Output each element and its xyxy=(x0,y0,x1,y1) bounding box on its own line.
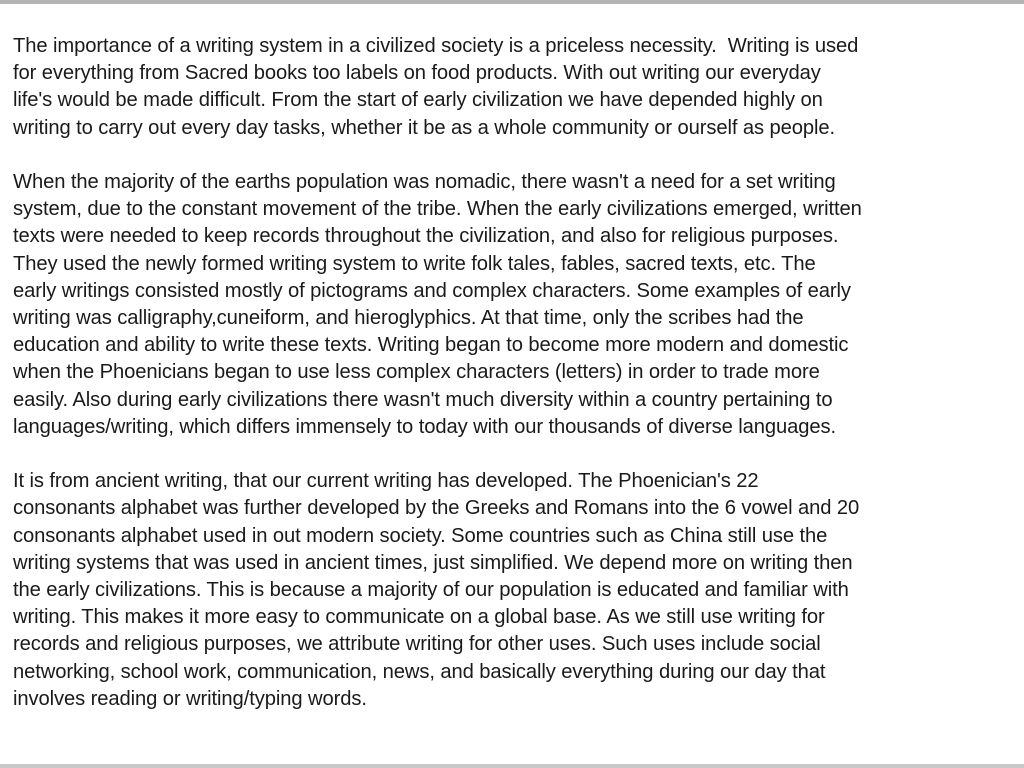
text-line: the early civilizations. This is because a majority of our population is educated and familiar with xyxy=(13,579,849,602)
text-line: writing systems that was used in ancient times, just simplified. We depend more on writing then xyxy=(13,551,853,574)
text-line: networking, school work, communication, news, and basically everything during our day that xyxy=(13,660,826,683)
text-line: They used the newly formed writing system to write folk tales, fables, sacred texts, etc. The xyxy=(13,252,816,275)
text-line: It is from ancient writing, that our current writing has developed. The Phoenician's 22 xyxy=(13,470,759,493)
paragraph-2 xyxy=(13,169,1024,441)
text-line: education and ability to write these texts. Writing began to become more modern and domestic xyxy=(13,334,849,357)
paragraph-3 xyxy=(13,468,1024,713)
text-line: easily. Also during early civilizations there wasn't much diversity within a country pertaining to xyxy=(13,388,833,411)
text-line: early writings consisted mostly of pictograms and complex characters. Some examples of early xyxy=(13,279,851,302)
text-line: consonants alphabet used in out modern society. Some countries such as China still use the xyxy=(13,524,828,547)
text-line: The importance of a writing system in a civilized society is a priceless necessity. Writing is used xyxy=(13,35,859,57)
paragraph-1 xyxy=(13,33,1024,142)
text-line: languages/writing, which differs immensely to today with our thousands of diverse languages. xyxy=(13,415,837,438)
text-line: consonants alphabet was further developed by the Greeks and Romans into the 6 vowel and 20 xyxy=(13,497,860,520)
text-line: system, due to the constant movement of the tribe. When the early civilizations emerged, written xyxy=(13,198,862,221)
text-line: writing was calligraphy,cuneiform, and hieroglyphics. At that time, only the scribes had the xyxy=(13,307,804,330)
document-body xyxy=(13,33,1024,740)
text-line: texts were needed to keep records throughout the civilization, and also for religious purposes. xyxy=(13,225,839,248)
text-line: When the majority of the earths population was nomadic, there wasn't a need for a set writing xyxy=(13,171,836,193)
text-line: for everything from Sacred books too labels on food products. With out writing our everyday xyxy=(13,62,821,85)
text-line: when the Phoenicians began to use less complex characters (letters) in order to trade more xyxy=(13,361,820,384)
text-line: life's would be made difficult. From the start of early civilization we have depended highly on xyxy=(13,89,823,112)
text-line: involves reading or writing/typing words. xyxy=(13,687,367,710)
text-line: writing to carry out every day tasks, whether it be as a whole community or ourself as people. xyxy=(13,116,836,139)
text-line: records and religious purposes, we attribute writing for other uses. Such uses include social xyxy=(13,633,821,656)
text-line: writing. This makes it more easy to communicate on a global base. As we still use writing for xyxy=(13,606,825,629)
